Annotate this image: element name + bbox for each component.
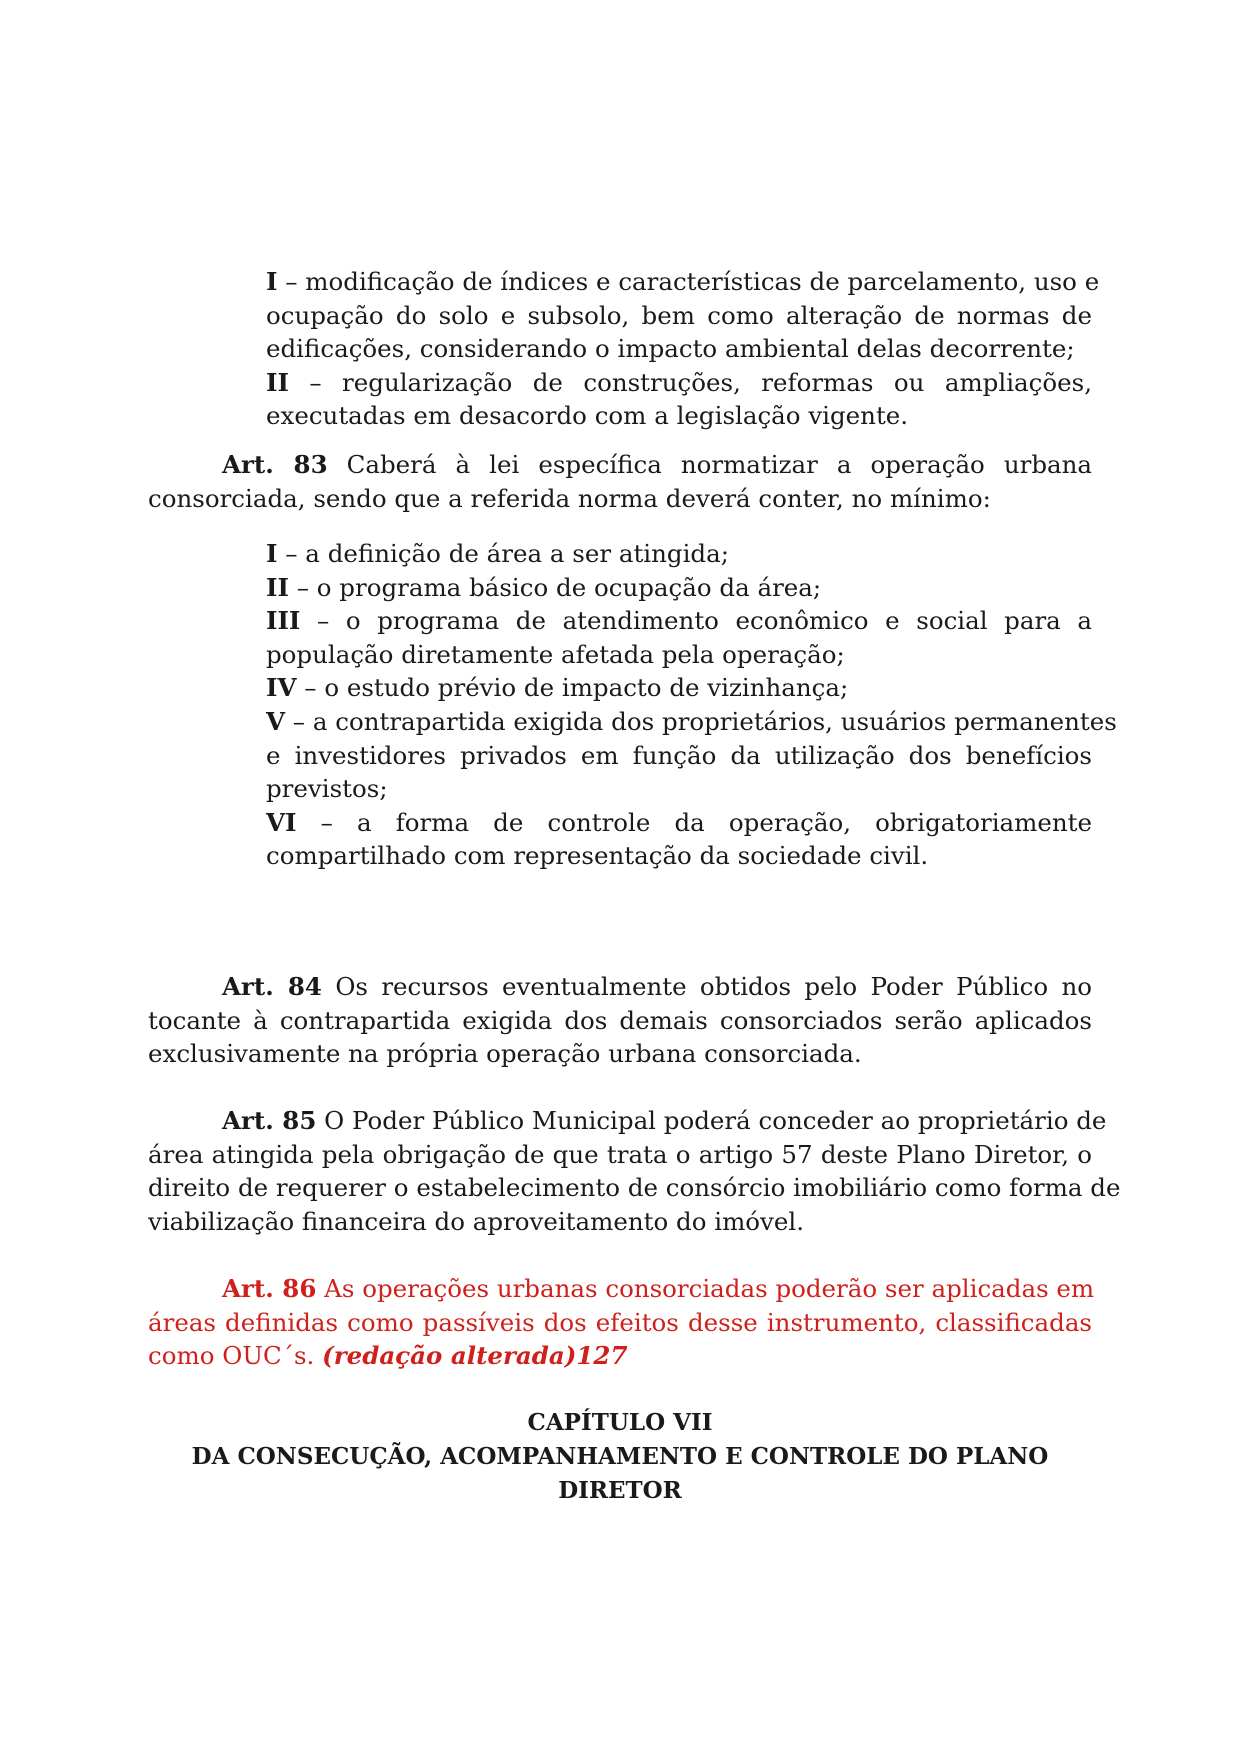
inciso-marker: V bbox=[266, 706, 286, 736]
article-85: Art. 85 O Poder Público Municipal poderá conceder ao proprietário de área atingida pela obrigação de que trata o artigo 57 deste Plano Diretor, o direito de requerer o estabelecimento de consórcio imobiliário como forma de viabilização financeira do aproveitamento do imóvel. bbox=[148, 1106, 1121, 1236]
inciso-marker: IV bbox=[266, 673, 297, 703]
chapter-title-line-1: DA CONSECUÇÃO, ACOMPANHAMENTO E CONTROLE DO PLANO bbox=[191, 1443, 1049, 1470]
article-83: Art. 83 Caberá à lei específica normatizar a operação urbana consorciada, sendo que a referida norma deverá conter, no mínimo: bbox=[148, 450, 1092, 513]
inciso-VI: VI – a forma de controle da operação, obrigatoriamente compartilhado com representação da sociedade civil. bbox=[266, 807, 1092, 871]
article-label: Art. 85 bbox=[222, 1106, 317, 1135]
inciso-marker: I bbox=[266, 539, 278, 568]
inciso-marker: III bbox=[266, 606, 301, 636]
article-label: Art. 84 bbox=[222, 972, 322, 1001]
incisos-list-1 bbox=[266, 265, 1100, 433]
inciso-marker: VI bbox=[266, 807, 297, 837]
inciso-II: II – o programa básico de ocupação da área; bbox=[266, 572, 822, 602]
chapter-heading bbox=[148, 1406, 1092, 1508]
inciso-I: I – a definição de área a ser atingida; bbox=[266, 539, 729, 568]
article-label: Art. 86 bbox=[222, 1274, 317, 1303]
inciso-marker: II bbox=[266, 572, 289, 602]
amendment-note: (redação alterada)127 bbox=[322, 1341, 628, 1371]
inciso-III: III – o programa de atendimento econômico e social para a população diretamente afetada pela operação; bbox=[266, 606, 1092, 669]
incisos-list-2 bbox=[266, 537, 1117, 873]
article-label: Art. 83 bbox=[222, 450, 328, 479]
inciso-II: II – regularização de construções, reformas ou ampliações, executadas em desacordo com a legislação vigente. bbox=[266, 367, 1092, 431]
article-84: Art. 84 Os recursos eventualmente obtidos pelo Poder Público no tocante à contrapartida exigida dos demais consorciados serão aplicados exclusivamente na própria operação urbana consorciada. bbox=[148, 972, 1093, 1069]
inciso-V: V – a contrapartida exigida dos proprietários, usuários permanentes e investidores privados em função da utilização dos benefícios previstos; bbox=[266, 706, 1117, 804]
inciso-I: I – modificação de índices e características de parcelamento, uso e ocupação do solo e subsolo, bem como alteração de normas de edificações, considerando o impacto ambiental delas decorrente; bbox=[266, 267, 1100, 364]
chapter-number: CAPÍTULO VII bbox=[527, 1409, 713, 1436]
inciso-marker: II bbox=[266, 367, 289, 397]
inciso-marker: I bbox=[266, 267, 278, 296]
article-86: Art. 86 As operações urbanas consorciadas poderão ser aplicadas em áreas definidas como passíveis dos efeitos desse instrumento, classificadas como OUC´s. (redação alterada)127 bbox=[148, 1274, 1095, 1371]
inciso-IV: IV – o estudo prévio de impacto de vizinhança; bbox=[266, 673, 849, 703]
chapter-title-line-2: DIRETOR bbox=[558, 1477, 682, 1504]
